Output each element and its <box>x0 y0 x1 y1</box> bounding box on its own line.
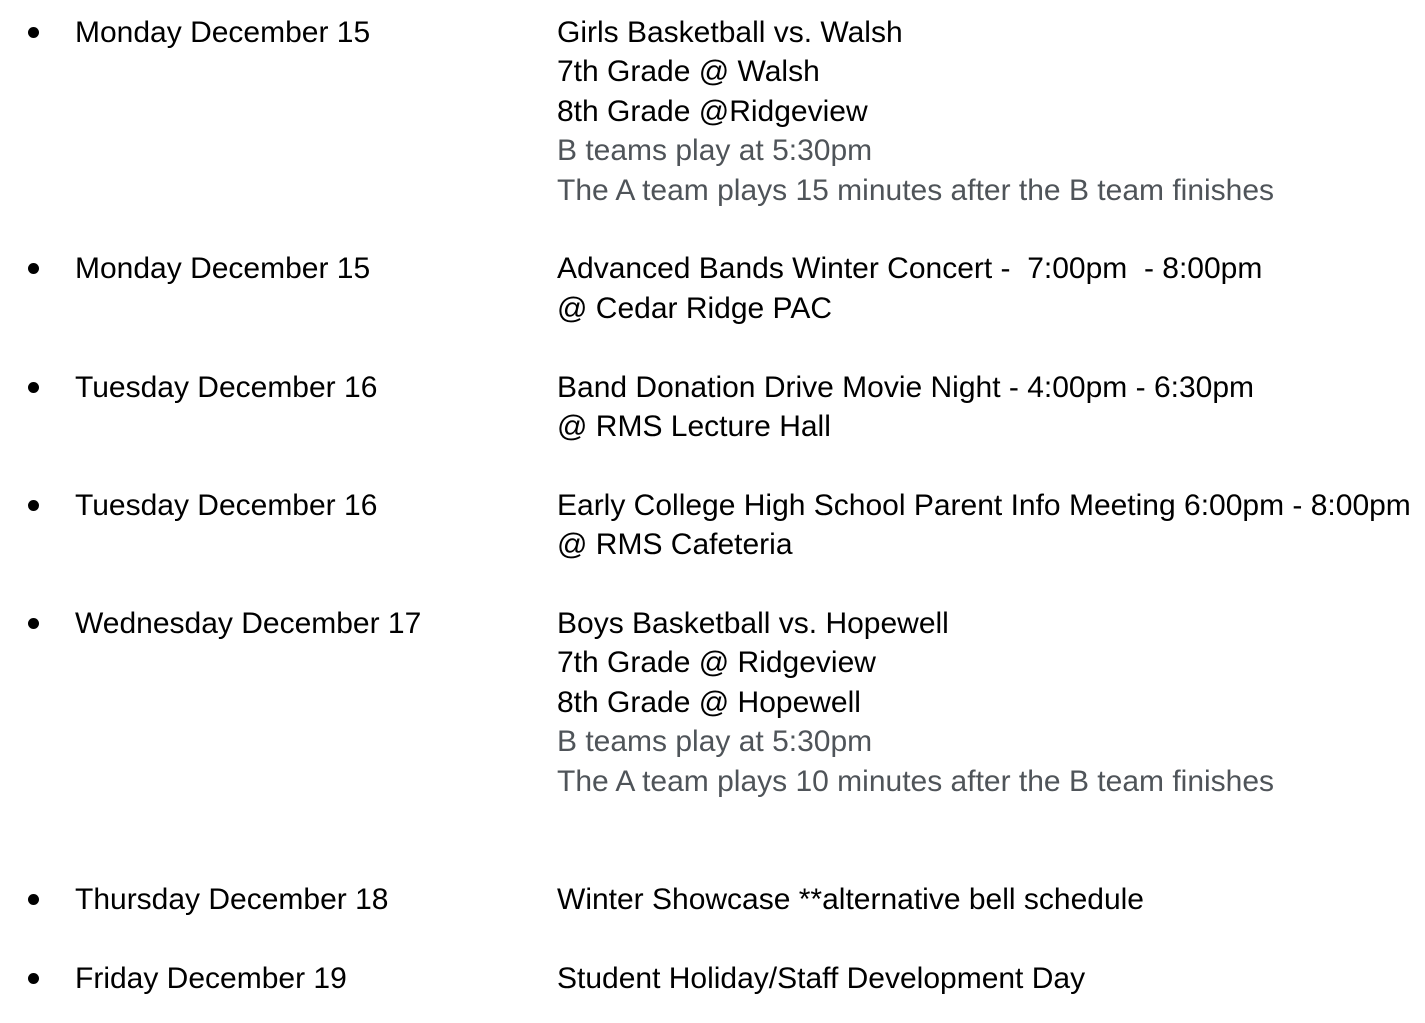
event-detail-line: 8th Grade @Ridgeview <box>557 94 868 128</box>
event-details <box>557 368 1425 447</box>
event-detail-line: B teams play at 5:30pm <box>557 134 873 168</box>
event-detail-line: 7th Grade @ Walsh <box>557 55 820 89</box>
event-detail-line: 7th Grade @ Ridgeview <box>557 646 876 680</box>
bullet-column <box>0 604 75 629</box>
event-date: Tuesday December 16 <box>75 370 378 404</box>
list-item <box>0 13 1425 210</box>
event-detail-line: @ RMS Lecture Hall <box>557 410 831 444</box>
bullet-icon <box>28 618 39 629</box>
bullet-icon <box>28 973 39 984</box>
event-detail-line: Early College High School Parent Info Meeting 6:00pm - 8:00pm <box>557 488 1411 522</box>
event-date: Monday December 15 <box>75 252 371 286</box>
list-item <box>0 486 1425 565</box>
bullet-icon <box>28 382 39 393</box>
event-details <box>557 959 1425 998</box>
event-detail-line: Advanced Bands Winter Concert - 7:00pm - 8:00pm <box>557 252 1263 286</box>
event-details <box>557 249 1425 328</box>
event-details <box>557 880 1425 919</box>
bullet-column <box>0 959 75 984</box>
list-item <box>0 249 1425 328</box>
bullet-icon <box>28 894 39 905</box>
event-detail-line: Winter Showcase **alternative bell schedule <box>557 882 1144 916</box>
bullet-column <box>0 249 75 274</box>
event-detail-line: The A team plays 10 minutes after the B team finishes <box>557 764 1275 798</box>
bullet-column <box>0 13 75 38</box>
event-detail-line: B teams play at 5:30pm <box>557 725 873 759</box>
list-item <box>0 604 1425 801</box>
event-date: Friday December 19 <box>75 961 347 995</box>
event-details <box>557 604 1425 801</box>
event-detail-line: Girls Basketball vs. Walsh <box>557 16 903 49</box>
event-detail-line: Student Holiday/Staff Development Day <box>557 961 1086 995</box>
event-details <box>557 13 1425 210</box>
event-date: Wednesday December 17 <box>75 607 422 641</box>
bullet-icon <box>28 263 39 274</box>
event-detail-line: 8th Grade @ Hopewell <box>557 685 861 719</box>
event-list <box>0 13 1425 998</box>
event-details <box>557 486 1425 565</box>
bullet-column <box>0 486 75 511</box>
event-date: Tuesday December 16 <box>75 488 378 522</box>
event-date: Monday December 15 <box>75 16 371 49</box>
list-item <box>0 368 1425 447</box>
event-detail-line: The A team plays 15 minutes after the B team finishes <box>557 173 1275 207</box>
bullet-column <box>0 880 75 905</box>
bullet-column <box>0 368 75 393</box>
event-date: Thursday December 18 <box>75 882 389 916</box>
event-detail-line: @ Cedar Ridge PAC <box>557 291 833 325</box>
event-detail-line: Band Donation Drive Movie Night - 4:00pm - 6:30pm <box>557 370 1255 404</box>
event-detail-line: Boys Basketball vs. Hopewell <box>557 607 949 641</box>
bullet-icon <box>28 27 39 38</box>
event-detail-line: @ RMS Cafeteria <box>557 528 793 562</box>
list-item <box>0 959 1425 998</box>
bullet-icon <box>28 500 39 511</box>
list-item <box>0 880 1425 919</box>
